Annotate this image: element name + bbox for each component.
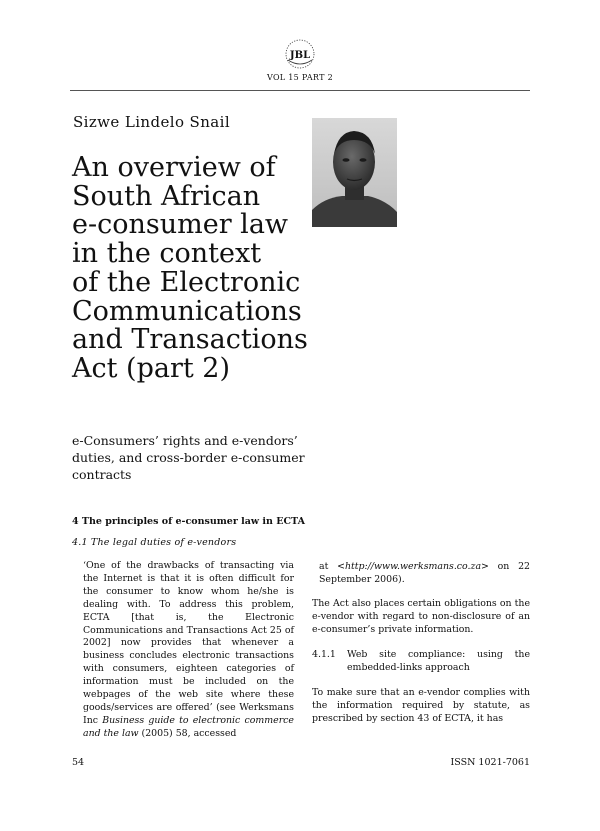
author-photo	[312, 118, 397, 227]
title-line: and Transactions	[72, 324, 308, 356]
subsection-heading: 4.1 The legal duties of e-vendors	[72, 537, 237, 548]
volume-label: VOL 15 PART 2	[267, 73, 333, 82]
journal-logo	[279, 38, 321, 72]
title-line: An overview of	[72, 152, 276, 183]
quote-after-book: (2005) 58, accessed	[138, 727, 237, 739]
subsubsection-number: 4.1.1	[312, 649, 336, 660]
section-heading: 4 The principles of e-consumer law in ECTA	[72, 516, 305, 527]
subsubsection-heading	[312, 649, 530, 675]
title-line: South African	[72, 180, 261, 212]
quote-url: <http://www.werksmans.co.za>	[337, 561, 489, 572]
paragraph-obligations: The Act also places certain obligations on the e-vendor with regard to non-disclosure of an e-consumer’s private information.	[312, 598, 530, 635]
title-line: e-consumer law	[72, 209, 289, 241]
quote-cont-suffix: on 22 September 2006).	[319, 561, 530, 585]
block-quote-continued	[319, 561, 530, 587]
title-line: of the Electronic	[72, 266, 301, 298]
subtitle-line: duties, and cross-border e-consumer	[72, 450, 305, 465]
title-line: Act (part 2)	[72, 352, 231, 384]
article-title	[72, 154, 312, 384]
article-subtitle	[72, 432, 322, 483]
logo-text: JBL	[289, 50, 311, 61]
block-quote	[83, 560, 294, 741]
subsubsection-title: Web site compliance: using the embedded-links approach	[347, 649, 530, 673]
header-rule	[70, 90, 530, 91]
subtitle-line: contracts	[72, 467, 132, 482]
author-name: Sizwe Lindelo Snail	[73, 113, 231, 131]
issn-label: ISSN 1021-7061	[450, 757, 530, 768]
paragraph-compliance: To make sure that an e-vendor complies with the information required by statute, as prescribed by section 43 of ECTA, it has	[312, 687, 530, 724]
page-number: 54	[72, 757, 85, 768]
subtitle-line: e-Consumers’ rights and e-vendors’	[72, 433, 298, 448]
title-line: Communications	[72, 295, 302, 327]
quote-book-title: Business guide to electronic commerce and the law	[83, 714, 294, 739]
title-line: in the context	[72, 238, 262, 270]
quote-text: ‘One of the drawbacks of transacting via the Internet is that it is often difficult for the consumer to know whom he/she is dealing with. To address this problem, ECTA [that is, the Electronic Communications and Transactions Act 25 of 2002] now provides that whenever a business concludes electronic transactions with consumers, eighteen categories of information must be included on the webpages of the web site where these goods/services are offered’ (see Werksmans Inc	[83, 560, 294, 726]
quote-cont-prefix: at	[319, 561, 338, 572]
